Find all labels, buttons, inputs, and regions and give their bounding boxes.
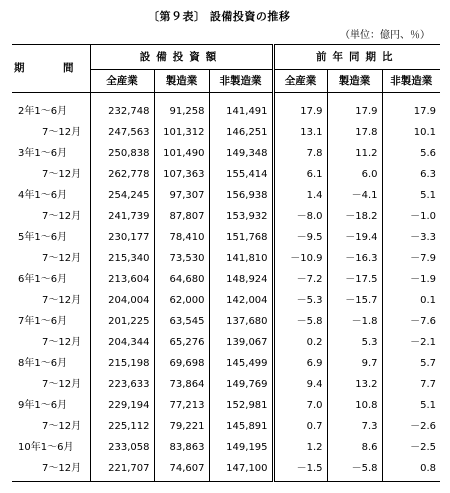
period-label: 6年1～6月	[18, 273, 68, 285]
table-row	[12, 164, 440, 185]
table-row	[12, 227, 440, 248]
inv-mfg-cell: 77,213	[154, 395, 209, 416]
yoy-non-cell: 0.8	[382, 458, 440, 482]
table-row	[12, 353, 440, 374]
period-label: 5年1～6月	[18, 231, 68, 243]
yoy-mfg-cell: －5.8	[327, 458, 382, 482]
inv-mfg-cell: 107,363	[154, 164, 209, 185]
inv-mfg-cell: 101,490	[154, 143, 209, 164]
yoy-mfg-cell: 9.7	[327, 353, 382, 374]
period-label: 7～12月	[42, 252, 82, 264]
table-row	[12, 143, 440, 164]
inv-mfg-cell: 97,307	[154, 185, 209, 206]
yoy-mfg-cell: －1.8	[327, 311, 382, 332]
inv-all-cell: 254,245	[90, 185, 154, 206]
period-label: 2年1～6月	[18, 105, 68, 117]
table-row	[12, 185, 440, 206]
yoy-mfg-cell: －15.7	[327, 290, 382, 311]
inv-mfg-cell: 62,000	[154, 290, 209, 311]
inv-non-cell: 146,251	[209, 122, 273, 143]
yoy-non-cell: 5.1	[382, 395, 440, 416]
inv-non-cell: 141,491	[209, 93, 273, 123]
table-row	[12, 290, 440, 311]
period-cell	[12, 437, 90, 458]
period-label: 7～12月	[42, 126, 82, 138]
inv-all-cell: 223,633	[90, 374, 154, 395]
inv-mfg-cell: 63,545	[154, 311, 209, 332]
investment-group-header: 設備投資額	[90, 45, 273, 70]
yoy-mfg-header: 製造業	[327, 70, 382, 93]
inv-all-cell: 262,778	[90, 164, 154, 185]
yoy-all-cell: 7.8	[273, 143, 327, 164]
table-row	[12, 458, 440, 482]
period-cell	[12, 353, 90, 374]
inv-mfg-cell: 79,221	[154, 416, 209, 437]
period-cell	[12, 143, 90, 164]
inv-all-cell: 225,112	[90, 416, 154, 437]
yoy-all-cell: 9.4	[273, 374, 327, 395]
inv-non-cell: 153,932	[209, 206, 273, 227]
yoy-non-cell: －1.0	[382, 206, 440, 227]
period-cell	[12, 185, 90, 206]
period-label: 10年1～6月	[18, 441, 74, 453]
period-cell	[12, 248, 90, 269]
yoy-mfg-cell: －16.3	[327, 248, 382, 269]
inv-non-cell: 152,981	[209, 395, 273, 416]
inv-non-cell: 141,810	[209, 248, 273, 269]
inv-all-cell: 221,707	[90, 458, 154, 482]
inv-non-cell: 156,938	[209, 185, 273, 206]
yoy-non-cell: －7.6	[382, 311, 440, 332]
inv-mfg-cell: 64,680	[154, 269, 209, 290]
period-cell	[12, 395, 90, 416]
inv-all-cell: 241,739	[90, 206, 154, 227]
period-cell	[12, 269, 90, 290]
inv-mfg-cell: 101,312	[154, 122, 209, 143]
inv-all-cell: 213,604	[90, 269, 154, 290]
capex-table	[12, 44, 440, 482]
yoy-all-cell: －9.5	[273, 227, 327, 248]
yoy-all-cell: －1.5	[273, 458, 327, 482]
inv-all-cell: 232,748	[90, 93, 154, 123]
yoy-all-cell: －5.8	[273, 311, 327, 332]
inv-all-header: 全産業	[90, 70, 154, 93]
inv-mfg-cell: 74,607	[154, 458, 209, 482]
yoy-mfg-cell: －17.5	[327, 269, 382, 290]
inv-all-cell: 204,344	[90, 332, 154, 353]
yoy-mfg-cell: 8.6	[327, 437, 382, 458]
yoy-mfg-cell: －18.2	[327, 206, 382, 227]
table-row	[12, 311, 440, 332]
period-cell	[12, 311, 90, 332]
period-cell	[12, 93, 90, 123]
inv-non-cell: 151,768	[209, 227, 273, 248]
inv-non-header: 非製造業	[209, 70, 273, 93]
yoy-all-cell: －10.9	[273, 248, 327, 269]
table-row	[12, 437, 440, 458]
period-label: 7～12月	[42, 294, 82, 306]
inv-non-cell: 148,924	[209, 269, 273, 290]
period-label: 7～12月	[42, 168, 82, 180]
inv-all-cell: 230,177	[90, 227, 154, 248]
period-label: 3年1～6月	[18, 147, 68, 159]
table-row	[12, 374, 440, 395]
yoy-mfg-cell: 5.3	[327, 332, 382, 353]
yoy-all-cell: －5.3	[273, 290, 327, 311]
inv-all-cell: 215,198	[90, 353, 154, 374]
yoy-non-cell: －7.9	[382, 248, 440, 269]
yoy-non-cell: －2.1	[382, 332, 440, 353]
table-body	[12, 93, 440, 482]
inv-all-cell: 233,058	[90, 437, 154, 458]
period-cell	[12, 458, 90, 482]
yoy-mfg-cell: －4.1	[327, 185, 382, 206]
period-label: 7年1～6月	[18, 315, 68, 327]
inv-all-cell: 250,838	[90, 143, 154, 164]
yoy-mfg-cell: －19.4	[327, 227, 382, 248]
yoy-non-cell: 0.1	[382, 290, 440, 311]
yoy-all-header: 全産業	[273, 70, 327, 93]
table-row	[12, 416, 440, 437]
inv-non-cell: 137,680	[209, 311, 273, 332]
period-label: 8年1～6月	[18, 357, 68, 369]
yoy-all-cell: 0.2	[273, 332, 327, 353]
table-title: 〔第９表〕 設備投資の推移	[148, 10, 291, 23]
unit-note: （単位：億円、％）	[340, 30, 430, 41]
table-row	[12, 395, 440, 416]
period-label: 4年1～6月	[18, 189, 68, 201]
period-label: 7～12月	[42, 210, 82, 222]
period-header: 期 間	[12, 45, 90, 93]
period-cell	[12, 206, 90, 227]
inv-mfg-cell: 83,863	[154, 437, 209, 458]
period-cell	[12, 416, 90, 437]
yoy-non-cell: －3.3	[382, 227, 440, 248]
yoy-mfg-cell: 17.9	[327, 93, 382, 123]
inv-non-cell: 155,414	[209, 164, 273, 185]
inv-non-cell: 145,891	[209, 416, 273, 437]
inv-non-cell: 147,100	[209, 458, 273, 482]
period-label: 9年1～6月	[18, 399, 68, 411]
yoy-non-cell: 17.9	[382, 93, 440, 123]
inv-mfg-cell: 65,276	[154, 332, 209, 353]
yoy-non-cell: 5.6	[382, 143, 440, 164]
yoy-mfg-cell: 7.3	[327, 416, 382, 437]
yoy-non-cell: 5.1	[382, 185, 440, 206]
yoy-non-cell: 7.7	[382, 374, 440, 395]
inv-mfg-cell: 69,698	[154, 353, 209, 374]
yoy-all-cell: 7.0	[273, 395, 327, 416]
inv-non-cell: 139,067	[209, 332, 273, 353]
inv-all-cell: 215,340	[90, 248, 154, 269]
yoy-non-cell: 5.7	[382, 353, 440, 374]
yoy-all-cell: 1.2	[273, 437, 327, 458]
yoy-all-cell: 13.1	[273, 122, 327, 143]
yoy-mfg-cell: 13.2	[327, 374, 382, 395]
inv-all-cell: 201,225	[90, 311, 154, 332]
yoy-all-cell: 6.1	[273, 164, 327, 185]
inv-non-cell: 145,499	[209, 353, 273, 374]
yoy-non-cell: 6.3	[382, 164, 440, 185]
inv-mfg-header: 製造業	[154, 70, 209, 93]
inv-all-cell: 204,004	[90, 290, 154, 311]
table-row	[12, 206, 440, 227]
inv-non-cell: 149,195	[209, 437, 273, 458]
yoy-non-cell: 10.1	[382, 122, 440, 143]
table-row	[12, 269, 440, 290]
period-cell	[12, 227, 90, 248]
period-label: 7～12月	[42, 420, 82, 432]
table-row	[12, 248, 440, 269]
table-row	[12, 332, 440, 353]
yoy-mfg-cell: 11.2	[327, 143, 382, 164]
period-cell	[12, 122, 90, 143]
yoy-non-cell: －1.9	[382, 269, 440, 290]
inv-mfg-cell: 73,864	[154, 374, 209, 395]
inv-mfg-cell: 73,530	[154, 248, 209, 269]
yoy-non-cell: －2.6	[382, 416, 440, 437]
period-cell	[12, 164, 90, 185]
period-cell	[12, 332, 90, 353]
inv-mfg-cell: 91,258	[154, 93, 209, 123]
inv-mfg-cell: 78,410	[154, 227, 209, 248]
yoy-non-cell: －2.5	[382, 437, 440, 458]
inv-non-cell: 142,004	[209, 290, 273, 311]
inv-mfg-cell: 87,807	[154, 206, 209, 227]
table-row	[12, 93, 440, 123]
yoy-all-cell: －8.0	[273, 206, 327, 227]
inv-non-cell: 149,348	[209, 143, 273, 164]
inv-all-cell: 229,194	[90, 395, 154, 416]
yoy-mfg-cell: 6.0	[327, 164, 382, 185]
growth-group-header: 前年同期比	[273, 45, 440, 70]
table-row	[12, 122, 440, 143]
period-label: 7～12月	[42, 462, 82, 474]
period-cell	[12, 374, 90, 395]
inv-non-cell: 149,769	[209, 374, 273, 395]
period-label: 7～12月	[42, 378, 82, 390]
yoy-mfg-cell: 10.8	[327, 395, 382, 416]
yoy-non-header: 非製造業	[382, 70, 440, 93]
yoy-all-cell: 6.9	[273, 353, 327, 374]
yoy-all-cell: 0.7	[273, 416, 327, 437]
yoy-all-cell: 1.4	[273, 185, 327, 206]
period-cell	[12, 290, 90, 311]
inv-all-cell: 247,563	[90, 122, 154, 143]
yoy-mfg-cell: 17.8	[327, 122, 382, 143]
yoy-all-cell: 17.9	[273, 93, 327, 123]
period-label: 7～12月	[42, 336, 82, 348]
yoy-all-cell: －7.2	[273, 269, 327, 290]
